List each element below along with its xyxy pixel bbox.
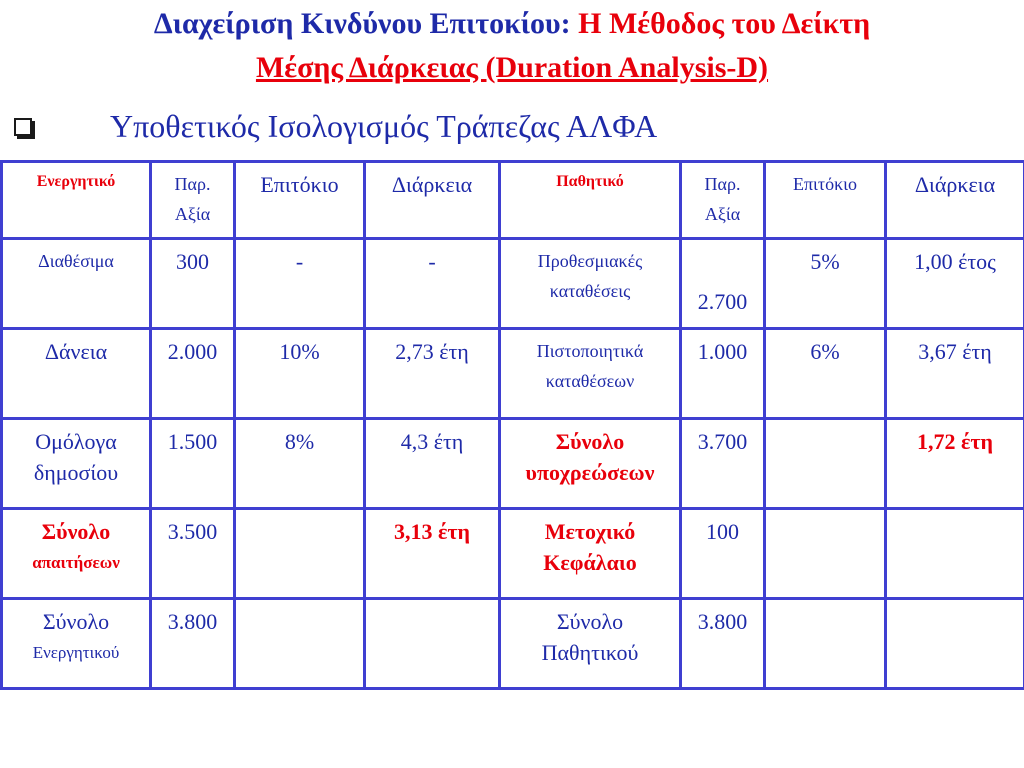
share-capital-line1: Μετοχικό (544, 519, 636, 544)
share-capital-label (500, 509, 681, 599)
header-rate-liabilities: Επιτόκιο (765, 162, 886, 239)
asset-name-line2: δημοσίου (33, 460, 119, 485)
header-assets: Ενεργητικό (2, 162, 151, 239)
header-par-value-liabilities (681, 162, 765, 239)
asset-rate (235, 599, 365, 689)
total-liabilities-equity-value: 3.800 (681, 599, 765, 689)
asset-par-value: 1.500 (151, 419, 235, 509)
asset-rate: - (235, 239, 365, 329)
checkbox-bullet-icon (14, 118, 32, 136)
asset-duration: - (365, 239, 500, 329)
liability-name-line2: καταθέσεις (549, 281, 631, 301)
total-assets-label (2, 599, 151, 689)
share-capital-value: 100 (681, 509, 765, 599)
total-liabilities-equity-line1: Σύνολο (556, 609, 624, 634)
total-assets-value: 3.800 (151, 599, 235, 689)
subtitle-bullet (14, 104, 1014, 148)
asset-duration: 2,73 έτη (365, 329, 500, 419)
share-capital-line2: Κεφάλαιο (543, 550, 637, 575)
liability-rate (765, 419, 886, 509)
total-liabilities-line2: υποχρεώσεων (525, 460, 655, 485)
liability-name-line1: Προθεσμιακές (537, 251, 643, 271)
liability-rate (765, 509, 886, 599)
header-par-value-liabilities-line1: Παρ. (704, 174, 741, 194)
liability-rate: 5% (765, 239, 886, 329)
liability-duration (886, 599, 1024, 689)
asset-name: Δάνεια (2, 329, 151, 419)
asset-rate: 8% (235, 419, 365, 509)
total-liabilities-line1: Σύνολο (555, 429, 625, 454)
title-line-2: Μέσης Διάρκειας (Duration Analysis-D) (255, 51, 769, 84)
header-duration-liabilities: Διάρκεια (886, 162, 1024, 239)
total-liabilities-equity-line2: Παθητικού (541, 640, 639, 665)
title-line-1 (0, 2, 1024, 46)
table-header-row (2, 162, 1024, 239)
liability-duration: 3,67 έτη (886, 329, 1024, 419)
liability-par-value: 3.700 (681, 419, 765, 509)
asset-name (2, 419, 151, 509)
table-row (2, 239, 1024, 329)
total-assets-line2: Ενεργητικού (32, 643, 120, 662)
table-row (2, 509, 1024, 599)
table-row (2, 329, 1024, 419)
balance-sheet-table (0, 160, 1024, 690)
total-receivables-label (2, 509, 151, 599)
asset-duration (365, 599, 500, 689)
header-duration-assets: Διάρκεια (365, 162, 500, 239)
slide-title (0, 2, 1024, 90)
title-blue-part: Διαχείριση Κινδύνου Επιτοκίου: (153, 7, 571, 40)
header-par-value-assets-line1: Παρ. (174, 174, 211, 194)
asset-duration: 4,3 έτη (365, 419, 500, 509)
total-assets-line1: Σύνολο (42, 609, 110, 634)
asset-par-value: 2.000 (151, 329, 235, 419)
header-par-value-assets (151, 162, 235, 239)
table-row (2, 419, 1024, 509)
header-rate-assets: Επιτόκιο (235, 162, 365, 239)
liability-par-value: 1.000 (681, 329, 765, 419)
asset-par-value: 3.500 (151, 509, 235, 599)
total-receivables-duration: 3,13 έτη (365, 509, 500, 599)
total-liabilities-duration: 1,72 έτη (886, 419, 1024, 509)
liability-name-line1: Πιστοποιητικά (536, 341, 644, 361)
header-par-value-liabilities-line2: Αξία (704, 204, 741, 224)
liability-name (500, 239, 681, 329)
total-liabilities-equity-label (500, 599, 681, 689)
total-receivables-line2: απαιτήσεων (32, 553, 120, 572)
asset-rate (235, 509, 365, 599)
liability-par-value: 2.700 (681, 239, 765, 329)
table-row (2, 599, 1024, 689)
liability-name (500, 329, 681, 419)
total-liabilities-label (500, 419, 681, 509)
liability-duration (886, 509, 1024, 599)
slide-subtitle: Υποθετικός Ισολογισμός Τράπεζας ΑΛΦΑ (110, 107, 658, 144)
liability-rate (765, 599, 886, 689)
total-receivables-line1: Σύνολο (41, 519, 111, 544)
asset-par-value: 300 (151, 239, 235, 329)
liability-duration: 1,00 έτος (886, 239, 1024, 329)
asset-name: Διαθέσιμα (2, 239, 151, 329)
title-red-part: Η Μέθοδος του Δείκτη (570, 7, 871, 40)
header-liabilities: Παθητικό (500, 162, 681, 239)
header-par-value-assets-line2: Αξία (174, 204, 211, 224)
liability-name-line2: καταθέσεων (545, 371, 635, 391)
liability-rate: 6% (765, 329, 886, 419)
asset-name-line1: Ομόλογα (35, 429, 117, 454)
asset-rate: 10% (235, 329, 365, 419)
